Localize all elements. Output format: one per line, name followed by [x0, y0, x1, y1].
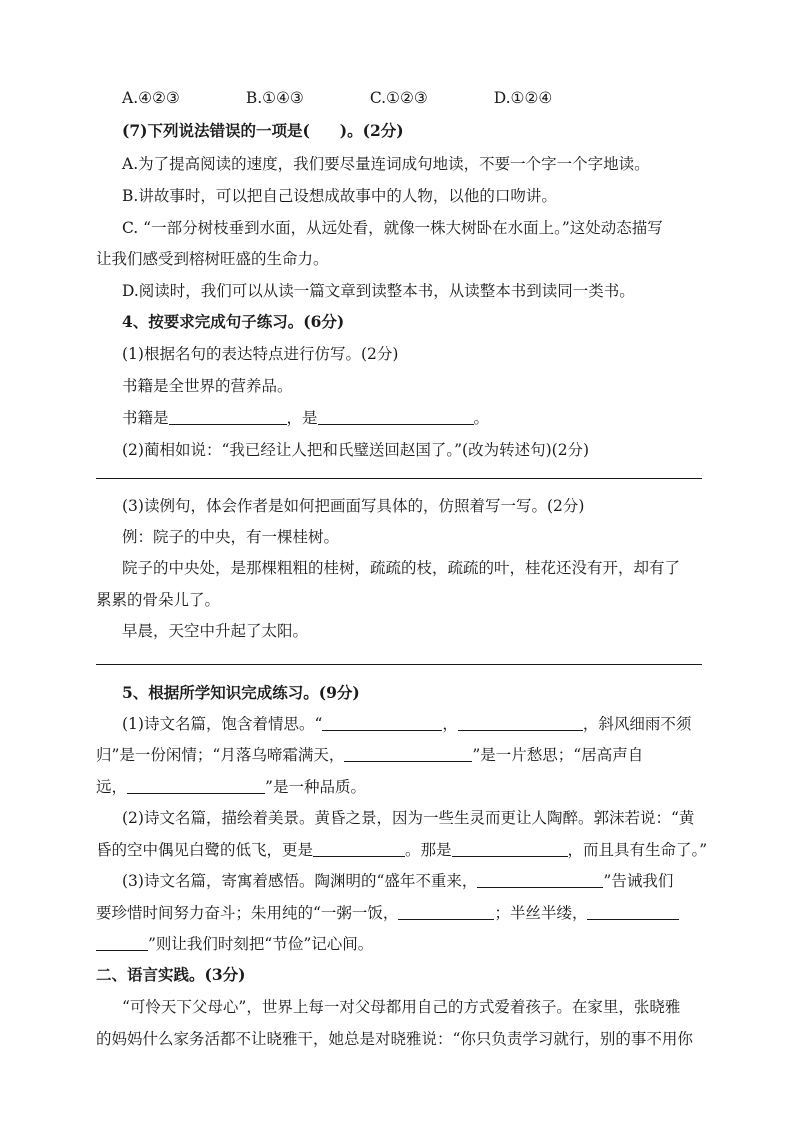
- q6-option-b: B.①④③: [245, 89, 304, 107]
- s5-line1: (1)诗文名篇，饱含着情思。“ ， ，斜风细雨不须: [122, 715, 692, 733]
- q7-option-b: B.讲故事时，可以把自己设想成故事中的人物，以他的口吻讲。: [122, 187, 557, 205]
- s5-line8: ”则让我们时刻把“节俭”记心间。: [96, 934, 706, 954]
- s4-part2-prompt: (2)蔺相如说：“我已经让人把和氏璧送回赵国了。”(改为转述句)(2分): [122, 441, 590, 459]
- s4-blank-2[interactable]: [318, 408, 474, 425]
- section-2-title: 二、语言实践。(3分): [96, 965, 246, 984]
- section-4-title: 4、按要求完成句子练习。(6分): [122, 312, 345, 331]
- s2-paragraph-line1: “可怜天下父母心”，世界上每一对父母都用自己的方式爱着孩子。在家里，张晓雅: [122, 998, 681, 1016]
- s4-part3-prompt: (3)读例句，体会作者是如何把画面写具体的，仿照着写一写。(2分): [122, 497, 585, 515]
- s5-blank-1[interactable]: [322, 714, 442, 731]
- q7-option-d: D.阅读时，我们可以从读一篇文章到读整本书，从读整本书到读同一类书。: [122, 282, 635, 300]
- s5-line3: 远， ”是一种品质。: [96, 778, 366, 796]
- s4-part1-fill: 书籍是 ，是 。: [122, 409, 490, 427]
- q6-option-d: D.①②④: [493, 89, 553, 107]
- s5-line7: 要珍惜时间努力奋斗；朱用纯的“一粥一饭， ；半丝半缕，: [96, 903, 706, 923]
- s4-part3-example2-line2: 累累的骨朵儿了。: [96, 591, 221, 609]
- s5-blank-5[interactable]: [313, 840, 405, 857]
- s5-blank-8[interactable]: [398, 903, 494, 920]
- q6-options: [122, 88, 706, 108]
- q7-option-c-line1: C. “一部分树枝垂到水面，从远处看，就像一株大树卧在水面上。”这处动态描写: [122, 219, 663, 237]
- s4-part2-answer-line[interactable]: [96, 478, 702, 479]
- s5-blank-4[interactable]: [127, 777, 265, 794]
- s4-part3-example2-line1: 院子的中央处，是那棵粗粗的桂树，疏疏的枝，疏疏的叶，桂花还没有开，却有了: [122, 559, 681, 577]
- s5-blank-7[interactable]: [477, 871, 603, 888]
- s5-blank-9[interactable]: [587, 903, 679, 920]
- s5-line4: (2)诗文名篇，描绘着美景。黄昏之景，因为一些生灵而更让人陶醉。郭沫若说：“黄: [122, 809, 695, 827]
- s5-line5: 昏的空中偶见白鹭的低飞，更是 。那是 ，而且具有生命了。”: [96, 841, 708, 859]
- q7-option-a: A.为了提高阅读的速度，我们要尽量连词成句地读，不要一个字一个字地读。: [122, 155, 650, 173]
- s2-paragraph-line2: 的妈妈什么家务活都不让晓雅干，她总是对晓雅说：“你只负责学习就行，别的事不用你: [96, 1030, 693, 1048]
- s5-blank-2[interactable]: [458, 714, 583, 731]
- s4-part1-prompt: (1)根据名句的表达特点进行仿写。(2分): [122, 345, 399, 363]
- s5-blank-3[interactable]: [344, 745, 472, 762]
- s4-part3-answer-line[interactable]: [96, 664, 702, 665]
- s5-line6: (3)诗文名篇，寄寓着感悟。陶渊明的“盛年不重来， ”告诫我们: [122, 872, 674, 890]
- s4-part3-task: 早晨，天空中升起了太阳。: [122, 622, 309, 640]
- s4-part1-model: 书籍是全世界的营养品。: [122, 377, 293, 395]
- s5-blank-9-cont[interactable]: [96, 934, 148, 951]
- section-5-title: 5、根据所学知识完成练习。(9分): [122, 683, 360, 702]
- q6-option-c: C.①②③: [369, 89, 428, 107]
- s4-part3-example: 例：院子的中央，有一棵桂树。: [122, 528, 340, 546]
- q6-option-a: A.④②③: [122, 89, 180, 107]
- q7-title: (7)下列说法错误的一项是( )。(2分): [122, 121, 404, 140]
- s5-line2: 归”是一份闲情；“月落乌啼霜满天， ”是一片愁思；“居高声自: [96, 746, 644, 764]
- s4-blank-1[interactable]: [169, 408, 287, 425]
- q7-option-c-line2: 让我们感受到榕树旺盛的生命力。: [96, 250, 329, 268]
- s5-blank-6[interactable]: [452, 840, 568, 857]
